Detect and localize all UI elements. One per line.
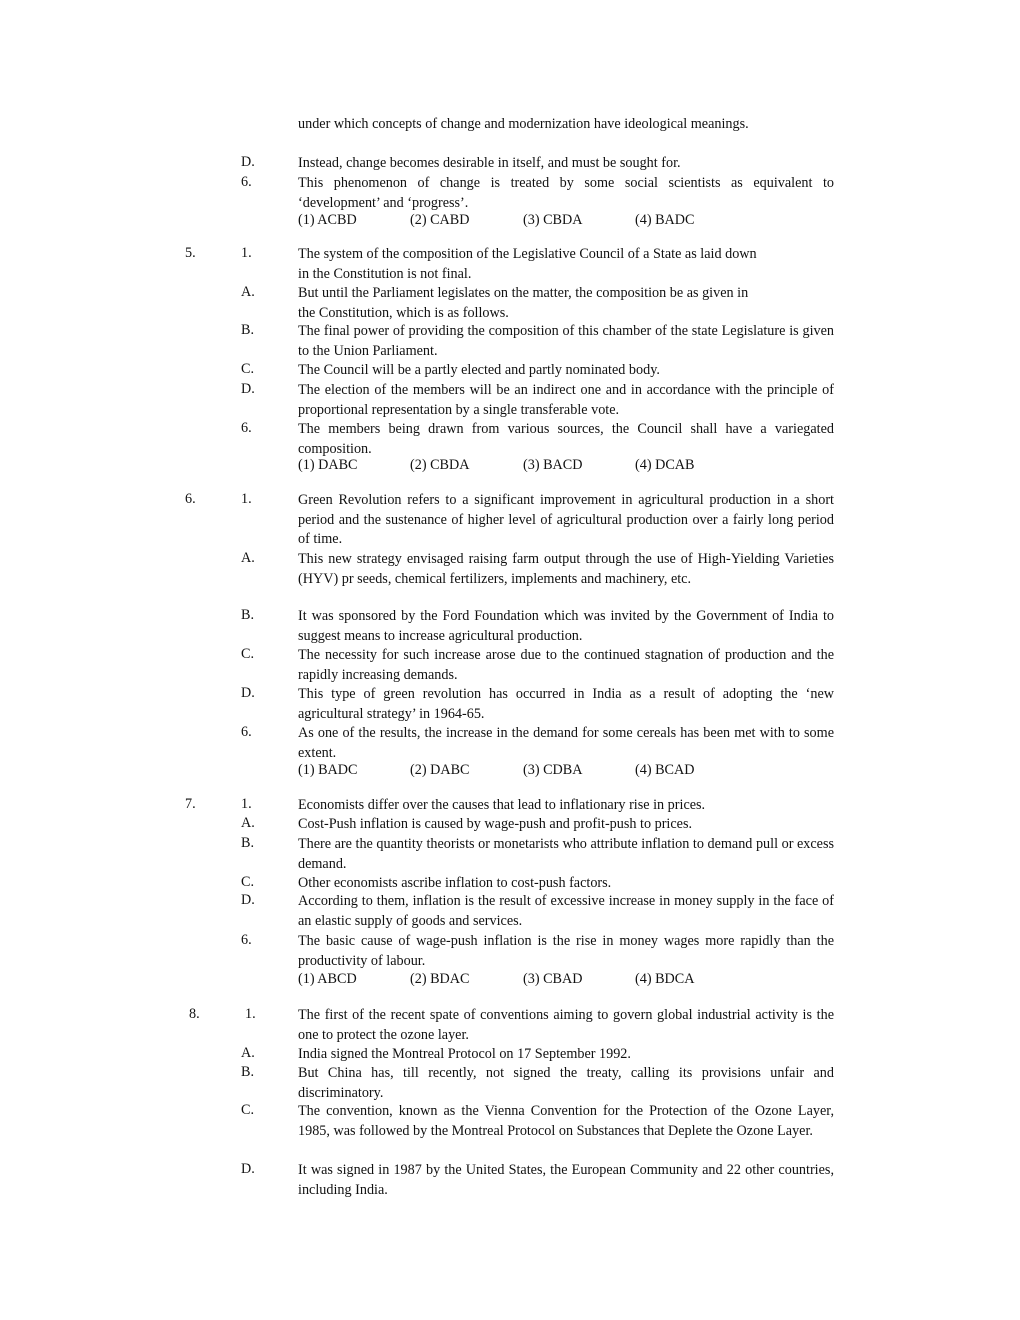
statement-text: This type of green revolution has occurred in India as a result of adopting the ‘new agricultural strategy’ in 1964-65. <box>298 686 834 722</box>
option-1: (1) DABC <box>298 457 358 473</box>
statement-text: The necessity for such increase arose due to the continued stagnation of production and the rapidly increasing demands. <box>298 647 834 683</box>
option-4: (4) BDCA <box>635 971 695 987</box>
statement-label: A. <box>241 1045 255 1061</box>
answer-options <box>298 457 834 477</box>
statement-text: Other economists ascribe inflation to cost-push factors. <box>298 875 612 891</box>
option-2: (2) DABC <box>410 762 470 778</box>
statement-text: under which concepts of change and modernization have ideological meanings. <box>298 116 749 132</box>
statement-label: B. <box>241 322 255 338</box>
statement-label: B. <box>241 835 255 851</box>
statement-label: 6. <box>241 932 252 948</box>
option-2: (2) CABD <box>410 212 470 228</box>
statement-text: The members being drawn from various sources, the Council shall have a variegated composition. <box>298 421 834 457</box>
statement-label: 6. <box>241 174 252 190</box>
answer-options <box>298 212 834 232</box>
statement-label: D. <box>241 892 255 908</box>
question-number: 6. <box>185 491 196 507</box>
statement-text: This phenomenon of change is treated by some social scientists as equivalent to ‘development’ and ‘progress’. <box>298 175 834 211</box>
statement-label: A. <box>241 815 255 831</box>
question-number: 8. <box>189 1006 200 1022</box>
statement-label: B. <box>241 1064 255 1080</box>
option-1: (1) ACBD <box>298 212 357 228</box>
statement-label: 1. <box>241 245 252 261</box>
option-4: (4) BCAD <box>635 762 695 778</box>
statement-text: The Council will be a partly elected and partly nominated body. <box>298 362 660 378</box>
statement-label: 1. <box>241 796 252 812</box>
statement-label: C. <box>241 1102 255 1118</box>
option-3: (3) BACD <box>523 457 583 473</box>
option-2: (2) CBDA <box>410 457 470 473</box>
statement-text: This new strategy envisaged raising farm output through the use of High-Yielding Varieties (HYV) pr seeds, chemical fertilizers, implements and machinery, etc. <box>298 551 834 587</box>
option-3: (3) CBAD <box>523 971 583 987</box>
statement-label: D. <box>241 381 255 397</box>
option-3: (3) CDBA <box>523 762 583 778</box>
statement-label: C. <box>241 646 255 662</box>
statement-label: C. <box>241 361 255 377</box>
statement-text: It was sponsored by the Ford Foundation which was invited by the Government of India to suggest means to increase agricultural production. <box>298 608 834 644</box>
statement-label: D. <box>241 685 255 701</box>
statement-text: India signed the Montreal Protocol on 17 September 1992. <box>298 1046 631 1062</box>
statement-text: But until the Parliament legislates on the matter, the composition be as given in the Constitution, which is as follows. <box>298 285 749 321</box>
statement-text: Cost-Push inflation is caused by wage-push and profit-push to prices. <box>298 816 693 832</box>
statement-text: The final power of providing the composition of this chamber of the state Legislature is given to the Union Parliament. <box>298 323 834 359</box>
statement-text: As one of the results, the increase in the demand for some cereals has been met with to some extent. <box>298 725 834 761</box>
statement-label: 6. <box>241 724 252 740</box>
statement-text: The first of the recent spate of conventions aiming to govern global industrial activity is the one to protect the ozone layer. <box>298 1007 834 1043</box>
option-1: (1) ABCD <box>298 971 357 987</box>
option-1: (1) BADC <box>298 762 358 778</box>
statement-text: The basic cause of wage-push inflation is the rise in money wages more rapidly than the productivity of labour. <box>298 933 834 969</box>
statement-label: D. <box>241 1161 255 1177</box>
answer-options <box>298 971 834 991</box>
statement-text: Green Revolution refers to a significant improvement in agricultural production in a short period and the sustenance of higher level of agricultural production over a fairly long period of time. <box>298 492 834 547</box>
statement-label: 1. <box>241 491 252 507</box>
statement-text: The convention, known as the Vienna Convention for the Protection of the Ozone Layer, 1985, was followed by the Montreal Protocol on Substances that Deplete the Ozone Layer. <box>298 1103 834 1139</box>
statement-text: The election of the members will be an indirect one and in accordance with the principle of proportional representation by a single transferable vote. <box>298 382 834 418</box>
statement-label: 6. <box>241 420 252 436</box>
statement-text: According to them, inflation is the result of excessive increase in money supply in the face of an elastic supply of goods and services. <box>298 893 834 929</box>
statement-text: It was signed in 1987 by the United States, the European Community and 22 other countries, including India. <box>298 1162 834 1198</box>
option-2: (2) BDAC <box>410 971 470 987</box>
statement-text: Instead, change becomes desirable in itself, and must be sought for. <box>298 155 681 171</box>
statement-text: The system of the composition of the Legislative Council of a State as laid down in the Constitution is not final. <box>298 246 757 282</box>
statement-label: 1. <box>245 1006 256 1022</box>
statement-label: A. <box>241 284 255 300</box>
statement-label: A. <box>241 550 255 566</box>
statement-text: Economists differ over the causes that lead to inflationary rise in prices. <box>298 797 706 813</box>
statement-label: D. <box>241 154 255 170</box>
statement-text: But China has, till recently, not signed the treaty, calling its provisions unfair and discriminatory. <box>298 1065 834 1101</box>
statement-label: B. <box>241 607 255 623</box>
option-4: (4) BADC <box>635 212 695 228</box>
question-number: 5. <box>185 245 196 261</box>
option-4: (4) DCAB <box>635 457 695 473</box>
question-number: 7. <box>185 796 196 812</box>
statement-text: There are the quantity theorists or monetarists who attribute inflation to demand pull or excess demand. <box>298 836 834 872</box>
option-3: (3) CBDA <box>523 212 583 228</box>
statement-label: C. <box>241 874 255 890</box>
answer-options <box>298 762 834 782</box>
